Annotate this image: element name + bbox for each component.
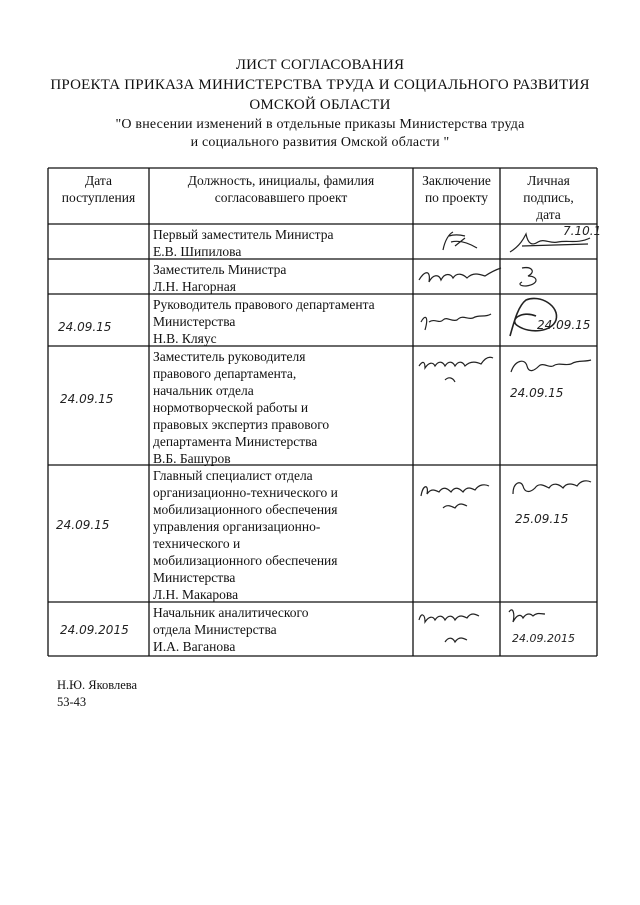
personal-signature-2 — [512, 262, 552, 292]
row-6-date: 24.09.2015 — [60, 623, 129, 637]
table-row-position: Главный специалист отдела организационно-технического и мобилизационного обеспечения управления организационно- технического и мобилизационного обеспечения Министерства Л.Н. Макарова — [153, 468, 338, 602]
header-position: Должность, инициалы, фамилия согласовавшего проект — [187, 173, 375, 205]
table-row-position: Заместитель руководителя правового департамента, начальник отдела нормотворческой работы и правовых экспертиз правового департамента Министерства В.Б. Башуров — [153, 349, 330, 466]
doc-title-line-2: ПРОЕКТА ПРИКАЗА МИНИСТЕРСТВА ТРУДА И СОЦИАЛЬНОГО РАЗВИТИЯ — [50, 77, 590, 93]
personal-signature-5 — [505, 472, 595, 504]
row-5-date: 24.09.15 — [56, 518, 110, 532]
row-4-date: 24.09.15 — [60, 392, 114, 406]
row-3-sign-date: 24.09.15 — [537, 318, 591, 332]
row-6-sign-date: 24.09.2015 — [512, 632, 575, 645]
doc-title-line-3: ОМСКОЙ ОБЛАСТИ — [249, 97, 391, 113]
table-row-position: Первый заместитель Министра Е.В. Шипилова — [153, 227, 334, 259]
doc-subtitle-line-1: "О внесении изменений в отдельные приказы Министерства труда — [115, 117, 525, 132]
table-row-position: Руководитель правового департамента Министерства Н.В. Кляус — [153, 297, 375, 346]
doc-subtitle-line-2: и социального развития Омской области " — [190, 135, 450, 150]
conclusion-signature-2 — [415, 260, 505, 292]
row-5-sign-date: 25.09.15 — [515, 512, 569, 526]
author-name: Н.Ю. Яковлева — [57, 678, 138, 692]
conclusion-signature-6 — [415, 604, 500, 652]
personal-signature-4 — [505, 352, 595, 386]
author-phone: 53-43 — [57, 695, 87, 709]
header-conclusion: Заключение по проекту — [422, 173, 491, 205]
row-3-date: 24.09.15 — [58, 320, 112, 334]
table-row-position: Заместитель Министра Л.Н. Нагорная — [153, 262, 287, 294]
header-signature: Личная подпись, дата — [523, 173, 574, 222]
conclusion-signature-4 — [415, 350, 500, 390]
conclusion-signature-3 — [415, 300, 500, 340]
header-date: Дата поступления — [61, 173, 136, 205]
conclusion-signature-1 — [415, 226, 495, 256]
doc-title-line-1: ЛИСТ СОГЛАСОВАНИЯ — [235, 57, 405, 73]
row-1-sign-date: 7.10.1 — [563, 224, 602, 238]
conclusion-signature-5 — [415, 472, 500, 516]
row-4-sign-date: 24.09.15 — [510, 386, 564, 400]
personal-signature-3 — [500, 292, 570, 342]
personal-signature-6 — [505, 604, 565, 628]
table-row-position: Начальник аналитического отдела Министерства И.А. Ваганова — [153, 605, 309, 654]
